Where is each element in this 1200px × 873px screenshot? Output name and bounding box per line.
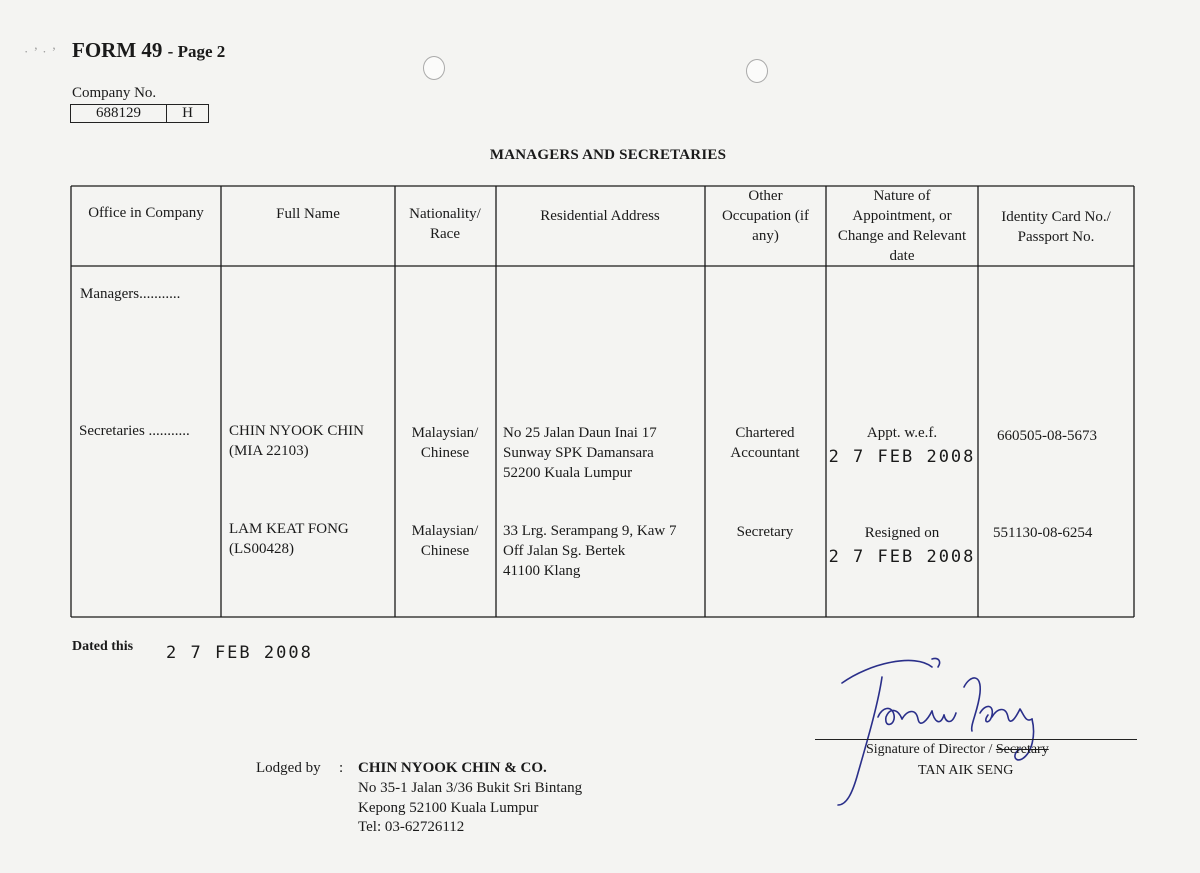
section-title: MANAGERS AND SECRETARIES xyxy=(489,147,727,163)
header-nationality: Nationality/ Race xyxy=(409,206,481,242)
dated-label: Dated this xyxy=(72,639,134,654)
handwritten-signature xyxy=(820,645,1060,815)
company-no-label: Company No. xyxy=(72,85,157,101)
table-row-1-name: CHIN NYOOK CHIN (MIA 22103) xyxy=(229,423,364,459)
company-no-value: 688129 xyxy=(71,105,167,122)
table-row-2-appointment: Resigned on 2 7 FEB 2008 xyxy=(828,525,976,567)
signatory-name: TAN AIK SENG xyxy=(918,763,1014,778)
table-row-2-name: LAM KEAT FONG (LS00428) xyxy=(229,521,349,557)
form-title xyxy=(72,38,225,63)
date-stamp: 2 7 FEB 2008 xyxy=(828,447,976,467)
table-row-2-nationality: Malaysian/ Chinese xyxy=(411,523,479,559)
table-row-2-id-no: 551130-08-6254 xyxy=(993,525,1093,541)
company-no-suffix: H xyxy=(182,105,193,121)
struck-secretary: Secretary xyxy=(995,742,1049,757)
punch-hole-right xyxy=(746,59,768,83)
header-office: Office in Company xyxy=(88,205,204,221)
table-row-2-occupation: Secretary xyxy=(736,524,794,540)
company-no-box xyxy=(70,104,209,123)
secretaries-label: Secretaries ........... xyxy=(79,423,190,439)
header-full-name: Full Name xyxy=(276,206,340,222)
lodged-telephone: Tel: 03-62726112 xyxy=(358,819,465,835)
form-number: FORM 49 xyxy=(72,38,163,62)
table-row-1-address: No 25 Jalan Daun Inai 17 Sunway SPK Damansara 52200 Kuala Lumpur xyxy=(503,425,657,481)
signature-label: Signature of Director / Secretary xyxy=(866,742,1049,757)
date-stamp: 2 7 FEB 2008 xyxy=(828,547,976,567)
lodged-firm-name: CHIN NYOOK CHIN & CO. xyxy=(358,760,547,776)
table-row-1-id-no: 660505-08-5673 xyxy=(997,428,1097,444)
lodged-address-line-1: No 35-1 Jalan 3/36 Bukit Sri Bintang xyxy=(358,780,583,796)
lodged-by-colon: : xyxy=(339,760,344,776)
table-row-1-nationality: Malaysian/ Chinese xyxy=(411,425,479,461)
punch-hole-left xyxy=(423,56,445,80)
header-address: Residential Address xyxy=(540,208,660,224)
header-occupation: Other Occupation (if any) xyxy=(721,188,810,244)
lodged-by-label: Lodged by xyxy=(256,760,321,776)
table-row-1-appointment: Appt. w.e.f. 2 7 FEB 2008 xyxy=(828,425,976,467)
table-row-1-occupation: Chartered Accountant xyxy=(730,425,800,461)
table-row-2-address: 33 Lrg. Serampang 9, Kaw 7 Off Jalan Sg. Bertek 41100 Klang xyxy=(503,523,677,579)
managers-label: Managers........... xyxy=(80,286,181,302)
page-number: - Page 2 xyxy=(167,42,226,61)
dated-stamp: 2 7 FEB 2008 xyxy=(166,643,313,663)
header-id-no: Identity Card No./ Passport No. xyxy=(1001,209,1111,245)
signature-line xyxy=(815,739,1137,740)
lodged-address-line-2: Kepong 52100 Kuala Lumpur xyxy=(358,800,539,816)
corner-mark: · ’ · ’ xyxy=(24,44,58,59)
header-appointment: Nature of Appointment, or Change and Relevant date xyxy=(837,188,967,264)
